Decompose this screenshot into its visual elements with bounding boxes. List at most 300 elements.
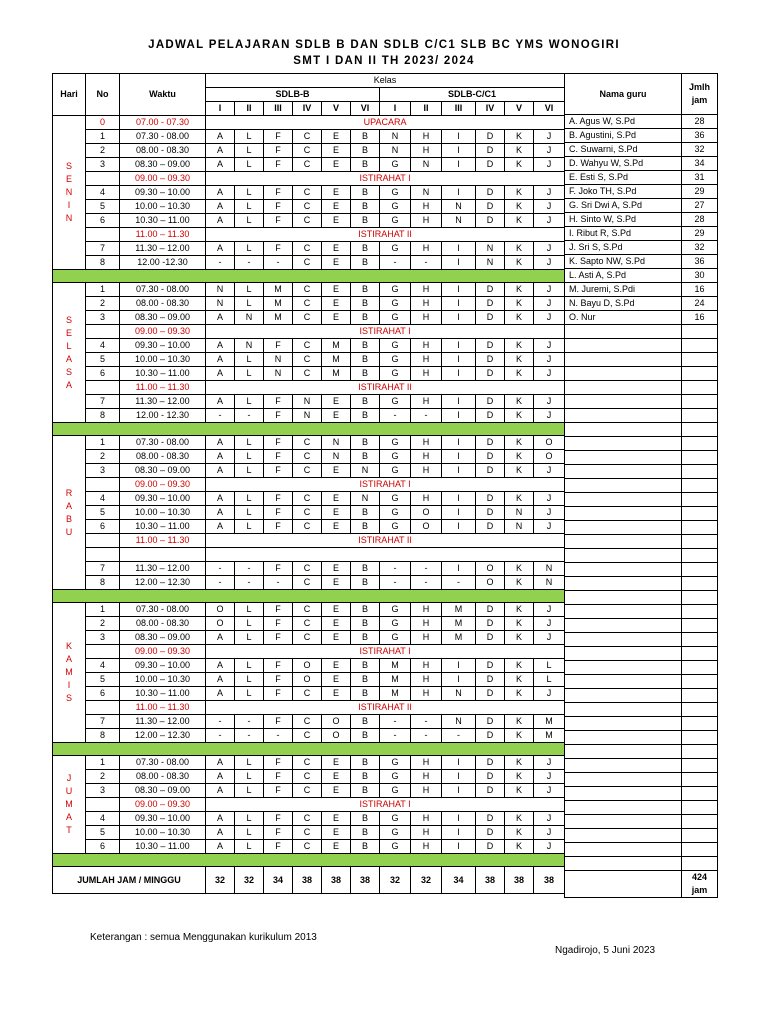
table-cell: F [264, 144, 293, 158]
table-cell: D [476, 673, 505, 687]
teacher-name: I. Ribut R, S.Pd [565, 227, 682, 241]
teacher-jam: 27 [682, 199, 718, 213]
table-cell: - [380, 576, 411, 590]
table-row [53, 506, 565, 520]
teacher-empty-row [565, 759, 718, 773]
table-cell: O [411, 520, 442, 534]
teacher-row [565, 143, 718, 157]
row-time: 09.30 – 10.00 [120, 186, 206, 200]
day-letter: I [67, 200, 71, 210]
table-cell: B [351, 395, 380, 409]
day-label [53, 603, 86, 743]
teacher-row [565, 115, 718, 129]
empty-cell [682, 815, 718, 829]
table-cell: - [411, 715, 442, 729]
empty-cell [565, 619, 682, 633]
empty-cell [565, 367, 682, 381]
table-cell: N [322, 450, 351, 464]
table-row [53, 729, 565, 743]
table-row [53, 325, 565, 339]
table-cell: G [380, 520, 411, 534]
table-cell: B [351, 562, 380, 576]
teacher-empty-row [565, 423, 718, 437]
table-cell: N [476, 256, 505, 270]
table-cell: B [351, 840, 380, 854]
place-date: Ngadirojo, 5 Juni 2023 [555, 945, 656, 956]
day-letter: S [65, 366, 72, 377]
table-cell: H [411, 436, 442, 450]
teacher-empty-row [565, 395, 718, 409]
table-cell: K [505, 130, 534, 144]
row-no: 8 [86, 256, 120, 270]
table-row [53, 242, 565, 256]
totals-value: 32 [235, 867, 264, 894]
row-no: 1 [86, 603, 120, 617]
table-row [53, 130, 565, 144]
table-cell: D [476, 353, 505, 367]
table-cell: I [442, 562, 476, 576]
table-cell: F [264, 631, 293, 645]
table-cell: J [534, 339, 565, 353]
teacher-jam: 29 [682, 185, 718, 199]
table-cell: I [442, 130, 476, 144]
row-time: 07.30 - 08.00 [120, 603, 206, 617]
table-cell: N [293, 395, 322, 409]
table-cell: E [322, 283, 351, 297]
table-cell: E [322, 673, 351, 687]
teacher-empty-row [565, 521, 718, 535]
separator-cell [53, 270, 565, 283]
table-row [53, 464, 565, 478]
table-row [53, 715, 565, 729]
table-cell: O [206, 617, 235, 631]
teacher-name: E. Esti S, S.Pd [565, 171, 682, 185]
row-time: 07.30 - 08.00 [120, 436, 206, 450]
table-cell: L [235, 659, 264, 673]
table-cell: H [411, 311, 442, 325]
table-row [53, 144, 565, 158]
table-cell: G [380, 339, 411, 353]
table-cell: I [442, 770, 476, 784]
row-no: 3 [86, 784, 120, 798]
teacher-jam: 32 [682, 143, 718, 157]
empty-cell [565, 423, 682, 437]
table-cell: G [380, 367, 411, 381]
table-cell: F [264, 756, 293, 770]
table-cell: H [411, 297, 442, 311]
teacher-empty-row [565, 703, 718, 717]
teacher-row [565, 297, 718, 311]
table-cell: A [206, 673, 235, 687]
table-cell: O [411, 506, 442, 520]
empty-cell [565, 717, 682, 731]
table-cell: F [264, 464, 293, 478]
row-no: 2 [86, 770, 120, 784]
table-cell: A [206, 784, 235, 798]
row-time: 09.00 – 09.30 [120, 645, 206, 659]
teacher-name: C. Suwarni, S.Pd [565, 143, 682, 157]
table-cell: E [322, 562, 351, 576]
table-cell: - [206, 562, 235, 576]
teacher-empty-row [565, 773, 718, 787]
table-cell: H [411, 130, 442, 144]
table-cell: J [534, 756, 565, 770]
empty-cell [682, 801, 718, 815]
row-no: 5 [86, 200, 120, 214]
table-cell: H [411, 283, 442, 297]
table-cell: C [293, 436, 322, 450]
table-cell: F [264, 812, 293, 826]
table-cell: F [264, 687, 293, 701]
table-cell: K [505, 409, 534, 423]
teacher-empty-row [565, 339, 718, 353]
table-cell: B [351, 353, 380, 367]
totals-value: 32 [380, 867, 411, 894]
table-cell: D [476, 367, 505, 381]
table-cell: - [235, 576, 264, 590]
table-cell: J [534, 311, 565, 325]
day-separator [53, 854, 565, 867]
table-cell: A [206, 158, 235, 172]
table-cell: I [442, 659, 476, 673]
table-cell: H [411, 464, 442, 478]
table-cell: N [505, 520, 534, 534]
table-cell: C [293, 353, 322, 367]
empty-cell [565, 815, 682, 829]
teacher-name: B. Agustini, S.Pd [565, 129, 682, 143]
table-cell: C [293, 603, 322, 617]
table-cell: E [322, 464, 351, 478]
teacher-empty-row [565, 451, 718, 465]
table-cell: B [351, 617, 380, 631]
table-cell: E [322, 840, 351, 854]
table-cell: H [411, 756, 442, 770]
table-cell: J [534, 464, 565, 478]
teacher-empty-row [565, 549, 718, 563]
row-no: 6 [86, 840, 120, 854]
table-cell: G [380, 200, 411, 214]
table-row [53, 186, 565, 200]
table-cell: B [351, 450, 380, 464]
table-cell: L [235, 158, 264, 172]
teacher-jam: 28 [682, 213, 718, 227]
table-cell: M [442, 603, 476, 617]
totals-value: 38 [534, 867, 565, 894]
table-cell: L [235, 631, 264, 645]
table-cell: A [206, 130, 235, 144]
day-letter: B [65, 513, 72, 524]
table-cell: K [505, 214, 534, 228]
teacher-empty-row [565, 619, 718, 633]
teacher-row [565, 199, 718, 213]
table-cell: L [235, 283, 264, 297]
day-letter: U [65, 786, 73, 796]
table-cell: G [380, 436, 411, 450]
row-break: ISTIRAHAT II [206, 228, 565, 242]
note-text: Keterangan : semua Menggunakan kurikulum 2013 [90, 932, 317, 943]
table-cell: - [380, 409, 411, 423]
table-cell: E [322, 130, 351, 144]
table-cell: C [293, 283, 322, 297]
row-time: 10.30 – 11.00 [120, 367, 206, 381]
empty-cell [565, 605, 682, 619]
empty-cell [682, 549, 718, 563]
table-cell: L [235, 144, 264, 158]
table-cell: H [411, 812, 442, 826]
table-row [53, 770, 565, 784]
teacher-jam: 16 [682, 311, 718, 325]
teacher-name: F. Joko TH, S.Pd [565, 185, 682, 199]
table-cell: G [380, 506, 411, 520]
table-cell: K [505, 395, 534, 409]
empty-cell [565, 577, 682, 591]
empty-cell [565, 857, 682, 871]
table-cell: O [476, 562, 505, 576]
table-cell: L [235, 492, 264, 506]
header-class: VI [351, 102, 380, 116]
table-cell: C [293, 297, 322, 311]
table-cell: F [264, 186, 293, 200]
table-cell: J [534, 353, 565, 367]
day-letter: M [65, 667, 73, 677]
row-time: 10.30 – 11.00 [120, 520, 206, 534]
header-class: I [380, 102, 411, 116]
teacher-empty-row [565, 689, 718, 703]
table-cell: C [293, 812, 322, 826]
table-cell: B [351, 506, 380, 520]
table-cell: C [293, 617, 322, 631]
table-cell: I [442, 283, 476, 297]
totals-label: JUMLAH JAM / MINGGU [53, 867, 206, 894]
totals-value: 38 [505, 867, 534, 894]
jam-line: jam [691, 95, 708, 105]
table-cell: H [411, 367, 442, 381]
row-time: 10.00 – 10.30 [120, 673, 206, 687]
table-cell: D [476, 784, 505, 798]
day-label [53, 756, 86, 854]
empty-cell [565, 507, 682, 521]
table-cell: H [411, 242, 442, 256]
day-separator [53, 743, 565, 756]
table-cell: C [293, 520, 322, 534]
table-cell: N [206, 283, 235, 297]
table-cell: E [322, 158, 351, 172]
table-cell: K [505, 603, 534, 617]
header-waktu: Waktu [120, 74, 206, 116]
table-cell: D [476, 186, 505, 200]
table-cell: L [235, 130, 264, 144]
table-cell: M [264, 297, 293, 311]
teacher-empty-row [565, 857, 718, 871]
empty-cell [565, 451, 682, 465]
table-cell: G [380, 812, 411, 826]
day-letter: K [65, 641, 72, 651]
teacher-name: N. Bayu D, S.Pd [565, 297, 682, 311]
table-cell: L [235, 214, 264, 228]
table-cell: C [293, 311, 322, 325]
row-time: 10.30 – 11.00 [120, 687, 206, 701]
row-no: 7 [86, 395, 120, 409]
table-cell: - [206, 715, 235, 729]
table-row [53, 339, 565, 353]
table-cell: L [235, 617, 264, 631]
table-cell: C [293, 492, 322, 506]
row-time: 10.30 – 11.00 [120, 840, 206, 854]
table-cell: M [380, 659, 411, 673]
row-time: 11.30 – 12.00 [120, 562, 206, 576]
day-letter: E [65, 174, 72, 184]
row-time: 12.00 - 12.30 [120, 409, 206, 423]
table-cell: E [322, 770, 351, 784]
table-cell: E [322, 812, 351, 826]
table-cell: J [534, 242, 565, 256]
empty-cell [565, 437, 682, 451]
teacher-jam: 36 [682, 129, 718, 143]
table-cell: M [380, 673, 411, 687]
table-cell: D [476, 464, 505, 478]
row-no: 6 [86, 214, 120, 228]
table-cell: K [505, 353, 534, 367]
table-cell: G [380, 784, 411, 798]
empty-cell [682, 717, 718, 731]
row-no: 4 [86, 492, 120, 506]
row-time: 10.30 – 11.00 [120, 214, 206, 228]
table-row [53, 353, 565, 367]
empty-cell [682, 507, 718, 521]
table-cell: G [380, 617, 411, 631]
table-row [53, 409, 565, 423]
empty-cell [682, 465, 718, 479]
row-no: 2 [86, 617, 120, 631]
teacher-name: D. Wahyu W, S.Pd [565, 157, 682, 171]
empty-cell [565, 325, 682, 339]
table-cell: A [206, 367, 235, 381]
table-cell: E [322, 297, 351, 311]
table-cell: E [322, 576, 351, 590]
row-no: 1 [86, 756, 120, 770]
table-cell: D [476, 603, 505, 617]
table-cell: L [235, 687, 264, 701]
table-cell: I [442, 242, 476, 256]
table-cell: F [264, 659, 293, 673]
row-no: 5 [86, 353, 120, 367]
table-cell: K [505, 715, 534, 729]
row-time: 08.00 - 08.30 [120, 770, 206, 784]
table-cell: C [293, 339, 322, 353]
table-cell: - [442, 576, 476, 590]
table-cell: A [206, 144, 235, 158]
table-cell: K [505, 492, 534, 506]
table-cell: C [293, 784, 322, 798]
table-cell: M [322, 367, 351, 381]
teacher-jam: 24 [682, 297, 718, 311]
table-cell: F [264, 130, 293, 144]
row-time: 11.00 – 11.30 [120, 534, 206, 548]
row-break: ISTIRAHAT I [206, 478, 565, 492]
empty-cell [682, 773, 718, 787]
table-cell: J [534, 826, 565, 840]
teacher-name: O. Nur [565, 311, 682, 325]
row-no [86, 701, 120, 715]
empty-cell [682, 829, 718, 843]
table-cell: K [505, 659, 534, 673]
table-cell: E [322, 631, 351, 645]
table-cell: B [351, 659, 380, 673]
table-cell: A [206, 826, 235, 840]
header-jmlh-jam [682, 74, 718, 115]
header-row-1 [53, 74, 565, 88]
table-cell: L [235, 756, 264, 770]
teacher-row [565, 171, 718, 185]
table-cell: K [505, 256, 534, 270]
table-cell: E [322, 506, 351, 520]
teacher-empty-row [565, 367, 718, 381]
empty-cell [682, 787, 718, 801]
empty-cell [565, 493, 682, 507]
table-cell: - [442, 729, 476, 743]
table-cell: F [264, 242, 293, 256]
table-cell: A [206, 687, 235, 701]
row-time: 08.30 – 09.00 [120, 158, 206, 172]
row-no: 2 [86, 297, 120, 311]
empty-cell [682, 381, 718, 395]
row-break: ISTIRAHAT I [206, 172, 565, 186]
table-cell: O [293, 673, 322, 687]
table-cell: B [351, 367, 380, 381]
teacher-header-row [565, 74, 718, 115]
table-cell: J [534, 409, 565, 423]
empty-cell [565, 535, 682, 549]
table-cell: L [235, 464, 264, 478]
table-cell: C [293, 200, 322, 214]
table-cell: F [264, 450, 293, 464]
row-break: ISTIRAHAT II [206, 381, 565, 395]
table-cell: I [442, 450, 476, 464]
table-cell: G [380, 631, 411, 645]
row-no [86, 534, 120, 548]
teacher-jam: 32 [682, 241, 718, 255]
teacher-empty-row [565, 381, 718, 395]
table-cell: J [534, 186, 565, 200]
table-cell: E [322, 687, 351, 701]
day-letter: M [65, 799, 73, 809]
row-no: 8 [86, 409, 120, 423]
empty-cell [682, 367, 718, 381]
header-class: III [442, 102, 476, 116]
table-cell: - [235, 256, 264, 270]
table-cell: A [206, 242, 235, 256]
table-cell: - [411, 256, 442, 270]
empty-cell [565, 843, 682, 857]
table-cell: B [351, 283, 380, 297]
table-cell: A [206, 436, 235, 450]
table-cell: C [293, 450, 322, 464]
day-letter: A [65, 500, 72, 511]
table-cell: A [206, 311, 235, 325]
empty-cell [565, 703, 682, 717]
row-no: 6 [86, 687, 120, 701]
row-no: 4 [86, 812, 120, 826]
table-cell: K [505, 339, 534, 353]
empty-cell [682, 395, 718, 409]
day-letter: U [65, 526, 73, 537]
table-cell: H [411, 395, 442, 409]
day-letter: A [65, 353, 72, 364]
table-cell: L [235, 770, 264, 784]
empty-cell [565, 829, 682, 843]
table-cell: J [534, 283, 565, 297]
table-cell: B [351, 158, 380, 172]
